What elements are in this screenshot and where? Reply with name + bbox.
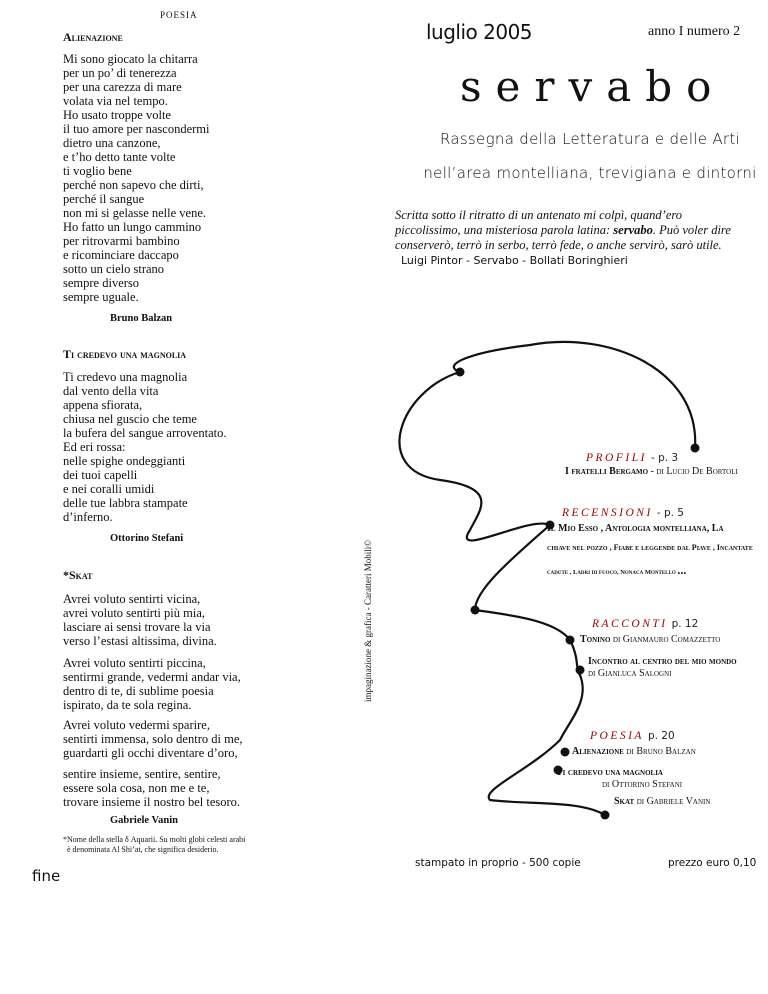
poem-author-vanin: Gabriele Vanin: [110, 815, 178, 826]
toc-poesia-item-2-byline: [602, 779, 682, 790]
toc-item-title: Skat: [614, 796, 635, 807]
toc-poesia-item-1[interactable]: [572, 746, 696, 757]
line-dot: [471, 606, 480, 615]
poem-title-skat: *Skat: [63, 568, 93, 582]
toc-recensioni-line-1[interactable]: Il Mio Esso , Antologia montelliana, La: [547, 523, 724, 534]
section-label: POESIA: [160, 10, 198, 20]
quote-bold: servabo: [613, 223, 653, 237]
poem-author-stefani: Ottorino Stefani: [110, 533, 184, 544]
quote-credit: Luigi Pintor - Servabo - Bollati Boringhieri: [401, 254, 628, 267]
toc-recensioni-head: RECENSIONI: [562, 507, 653, 519]
issue-number: anno I numero 2: [648, 24, 741, 39]
quote-text-2: . Può voler dire conserverò, terrò in serbo, terrò fede, o anche servirò, sarò utile.: [395, 223, 731, 252]
toc-recensioni-line-3[interactable]: [547, 563, 686, 578]
toc-racconti-heading: [592, 614, 698, 632]
poem-title-alienazione: Alienazione: [63, 30, 123, 44]
toc-profili-item[interactable]: [565, 466, 738, 477]
masthead: servabo: [460, 62, 726, 111]
footnote-line-1: *Nome della stella δ Aquarii. Su molti globi celesti arabi: [63, 835, 246, 844]
line-dot: [601, 811, 610, 820]
footer-price: prezzo euro 0,10: [668, 857, 757, 869]
toc-item-byline: di Gianluca Salogni: [588, 668, 672, 679]
poem-stanza-4: sentire insieme, sentire, sentire, essere sola cosa, non me e te, trovare insieme il nostro bel tesoro.: [63, 767, 241, 809]
toc-item-byline: di Ottorino Stefani: [602, 779, 683, 790]
toc-item-title: Tonino: [580, 634, 611, 645]
poem-text-alienazione: Mi sono giocato la chitarra per un po’ di tenerezza per una carezza di mare volata via nel tempo. Ho usato troppe volte il tuo amore per nascondermi dietro una canzone, e t’ho detto tante volte ti voglio bene perché non sapevo che dirti, perché il sangue non mi si gelasse nelle vene. Ho fatto un lungo cammino per ritrovarmi bambino e ricominciare daccapo sotto un cielo strano sempre diverso sempre uguale.: [63, 52, 210, 304]
epigraph-quote: [395, 208, 750, 268]
end-mark: fine: [32, 867, 61, 885]
toc-racconti-item-2[interactable]: Incontro al centro del mio mondo: [588, 656, 737, 667]
toc-racconti-page: p. 12: [671, 618, 699, 630]
toc-item-byline: di Gianmauro Comazzetto: [610, 634, 721, 645]
toc-poesia-heading: [590, 726, 675, 744]
toc-item-byline: di Bruno Balzan: [623, 746, 696, 757]
line-dot: [566, 636, 575, 645]
toc-item-title: I fratelli Bergamo: [565, 466, 649, 477]
toc-recensioni-line-2[interactable]: chiave nel pozzo , Fiabe e leggende dal Piave , Incantate: [547, 543, 753, 552]
subtitle-line-1: Rassegna della Letteratura e delle Arti: [439, 130, 741, 148]
toc-recensioni-heading: [562, 503, 684, 521]
poem-author-balzan: Bruno Balzan: [110, 313, 173, 324]
toc-poesia-item-3[interactable]: [614, 796, 710, 807]
toc-item-byline: - di Lucio De Bortoli: [648, 466, 738, 477]
footer-print-run: stampato in proprio - 500 copie: [415, 857, 581, 869]
toc-racconti-item-2-byline: [588, 668, 672, 679]
issue-date: luglio 2005: [426, 20, 533, 44]
toc-profili-heading: [586, 448, 678, 466]
toc-poesia-head: POESIA: [590, 730, 644, 742]
poem-stanza-3: Avrei voluto vedermi sparire, sentirti immensa, solo dentro di me, guardarti gli occhi diventare d’oro,: [63, 718, 243, 760]
vertical-credit: impaginazione & grafica - Caratteri Mobili©: [363, 539, 373, 702]
line-dot: [456, 368, 465, 377]
toc-profili-head: PROFILI: [586, 452, 647, 464]
poem-title-magnolia: Ti credevo una magnolia: [63, 347, 187, 361]
line-dot: [576, 666, 585, 675]
winding-line-path: [400, 342, 696, 815]
poem-stanza-2: Avrei voluto sentirti piccina, sentirmi grande, vedermi andar via, dentro di te, di sublime poesia ispirato, da te sola regina.: [63, 656, 241, 712]
line-dot: [561, 748, 570, 757]
toc-poesia-page: p. 20: [647, 730, 675, 742]
toc-racconti-head: RACCONTI: [592, 618, 668, 630]
poem-stanza-1: Avrei voluto sentirti vicina, avrei voluto sentirti più mia, lasciare ai sensi trovare la via verso l’estasi altissima, divina.: [63, 592, 217, 648]
toc-racconti-item-1[interactable]: [580, 634, 720, 645]
line-dot: [691, 444, 700, 453]
quote-text-1: Scritta sotto il ritratto di un antenato mi colpì, quand’ero piccolissimo, una misteriosa parola latina:: [395, 208, 683, 237]
toc-item-title: Alienazione: [572, 746, 624, 757]
toc-recensioni-page: - p. 5: [656, 507, 684, 519]
subtitle-line-2: nell’area montelliana, trevigiana e dintorni: [423, 164, 757, 182]
toc-recensioni-ellipsis: ...: [677, 563, 687, 577]
toc-item-byline: di Gabriele Vanin: [634, 796, 711, 807]
footnote-line-2: è denominata Al Shi’at, che significa desiderio.: [67, 845, 219, 854]
toc-poesia-item-2[interactable]: Ti credevo una magnolia: [556, 767, 663, 778]
toc-recensioni-line-3-text: cadute , Ladri di fuoco, Nonaca Montello: [547, 569, 676, 576]
poem-text-magnolia: Ti credevo una magnolia dal vento della vita appena sfiorata, chiusa nel guscio che teme la bufera del sangue arroventato. Ed eri rossa: nelle spighe ondeggianti dei tuoi capelli e nei coralli umidi delle tue labbra stampate d’inferno.: [63, 370, 227, 524]
toc-profili-page: - p. 3: [650, 452, 679, 464]
